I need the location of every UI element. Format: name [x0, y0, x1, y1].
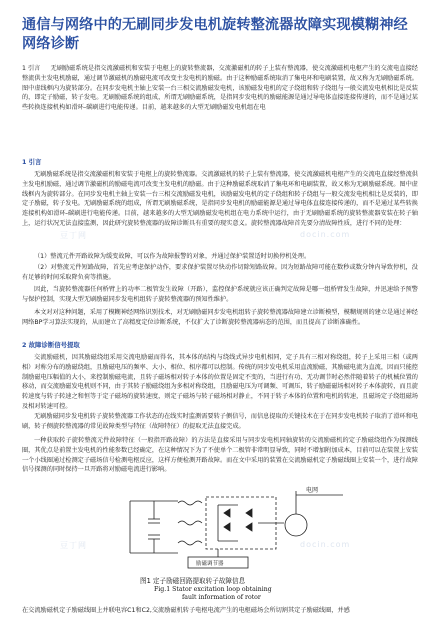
section2-paragraph-2: 无刷励磁同步发电机转子旋转整流器工作状态的在线实时监测需要转子侧信号，而信息提取的关键技术在于在同步发电机转子取消了滑环和电刷，转子侧旋转整流器的常见故障类型与特征（故障特征）的提取无法直接完成。 [22, 413, 418, 430]
intro-paragraph [22, 64, 418, 113]
figure-caption-en-2: fault information of rotor [182, 594, 261, 601]
watermark: 豆丁网 [60, 231, 87, 240]
watermark: 豆丁网 [60, 541, 87, 550]
section1-paragraph-3: 本文对对这种问题，采用了模糊神经网络识别技术，对无刷励磁同步发电机组转子旋转整流器故障建立诊断模型，模糊规则的建立是通过神经网络BP学习算法实现的，从而建立了高精度定位诊断系统，不仅扩大了诊断旋转整流器病态的范围，而且提高了诊断准确性。 [22, 309, 418, 326]
regulator-label: 励磁调节器 [196, 561, 224, 567]
footer-paragraph: 在交流励磁机定子励磁线圈上并联电容C1和C2,交流励磁机转子电枢电流产生的电枢磁场会所切割其定子励磁线圈，并感 [22, 607, 350, 614]
section1-item-2: （2）对整流元件短路故障，首先应考虑保护动作，要求保护装置尽快动作切除短路故障。因为短路故障可能在数秒或数分钟内导致停机，没有足够的时间采取降负荷等措施。 [22, 264, 418, 281]
circuit-diagram [118, 483, 351, 571]
exciter-winding-3 [178, 541, 202, 545]
exciter-winding [178, 501, 202, 505]
section2-heading: 2 故障诊断信号提取 [22, 341, 80, 349]
diode-symbol [224, 509, 230, 531]
section1-paragraph-1: 无刷励磁系统是指交流激磁机和安装于电枢上的旋转整流器。交流激磁机的转子上装有整流器，使交流激磁机电枢产生的交流电直接经整流供主发电机励磁，通过调节激磁机的励磁电流可改变主发电机的励磁。由于这种励磁系统取消了集电环和电刷装置，故又称为无刷励磁系统。图中虚线框内为旋转部分。在同步发电机主轴上安装一台三相交流励磁发电机，该励磁发电机的定子绕组和转子绕组与一般交流发电机相比是反装的，即定子励磁，转子发电。无刷励磁系统的组成，所谓无刷励磁系统，是指同步发电机的励磁能源是通过导电体直接连接传递的，而不是通过某些转换连接机构如滑环-碳刷进行电能传递。目前，越来越多的大型无刷励磁发电机组在电力系统中运行，由于无刷励磁系统的旋转整流器安装在转子轴上，运行状况无法直接监测，因此研究旋转整流器的故障诊断具有重要的现实意义。旋转整流器故障首先要分清故障性质，进行不同的处理： [22, 171, 418, 227]
figure-caption-cn: 图1 定子励磁回路提取转子故障信息 [140, 577, 246, 585]
paper-title: 通信与网络中的无刷同步发电机旋转整流器故障实现模糊神经网络诊断 [22, 17, 408, 52]
diode-symbol-2 [246, 509, 252, 531]
main-generator-symbol [285, 514, 307, 536]
section2-paragraph-1: 交流励磁机，因其励磁绕组采用交流电励磁而得名，其本体的结构与绕线式异步电机相同，定子具有三相对称绕组，转子上采用三相（或两相）对称分布的励磁绕组，且励磁电压的频率、大小、相位、相序都可以控制。传统的同步发电机采用直流励磁，其励磁电流为直流，因而只能控制励磁电压幅值的大小，来控制励磁电流，且转子磁场相对转子本体的位置是固定不变的，当进行有功、无功调节时必然伴随着转子的机械位置的移动，而交流励磁发电机则不同，由于其转子励磁绕组为多相对称绕组，且励磁电压为可调频、可调压，转子励磁磁场相对转子本体旋转，而且旋转速度与转子转速之和恒等于定子磁场的旋转速度，则定子磁场与转子磁场相对静止，不同于转子本体的位置和电机的转速，且磁场定子绕组磁场及相对转速可控。 [22, 354, 418, 410]
watermark: docin.com [300, 230, 351, 239]
figure-caption-en-1: Fig.1 Stator excitation loop obtaining [154, 586, 272, 593]
watermark: docin.com [300, 540, 351, 549]
section1-heading: 1 引言 [22, 158, 42, 166]
exciter-winding-2 [178, 521, 202, 525]
grid-label: 电网 [306, 487, 319, 494]
intro-text: 无刷励磁系统是指交流激磁机和安装于电枢上的旋转整流器，交流激磁机的转子上装有整流器，使交流激磁机电枢产生的交流电直接经整流供主发电机励磁，通过调节激磁机的励磁电流可改变主发电机的励磁。由于这种励磁系统取消了集电环和电刷装置，故又称为无刷励磁系统。图中虚线框内为旋转部分。在同步发电机主轴上安装一台三相交流励磁发电机，该励磁发电机的定子绕组和转子绕组与一般交流发电机相比是反装的，即定子励磁，转子发电。无刷励磁系统的组成，所谓无刷励磁系统，是指同步发电机的励磁能源是通过导电体直接连接传递的，而不是通过某些转换连接机构如滑环-碳刷进行电能传递。目前，越来越多的大型无刷励磁发电机组在电 [22, 65, 418, 112]
section1-item-1: （1）整流元件开路故障为缓变故障，可以作为故障报警的对象，并通过保护装置适时切换停机处理。 [34, 253, 311, 260]
intro-heading: 1 引言 [22, 65, 41, 72]
section2-paragraph-3: 一种获取转子旋转整流元件故障特征（一般指开路故障）的方法是直接采用与同步发电机同轴旋转的交流励磁机的定子励磁绕组作为探测线圈，其优点是前置主发电机的性能参数已经确定，在这种情况下为了不使单个二极管非常明显导致，同时不增加附加成本，目前可以在装置上安装一个小线圈通过检测定子磁场信号检测电枢反应，这样方便检测开路故障。而在文中采用的装置在交流励磁机定子励磁线圈上安装一个，进行故障信号探测的同时保持一旦开路将对励磁电流进行影响。 [22, 437, 418, 474]
section1-paragraph-2: 因此，当旋转整流器任何桥臂上的功率二极管发生故障（开路），监控保护系统就应该正确判定故障是哪一组桥臂发生故障，并迅速给予预警与保护控制，实现大型无刷励磁同步发电机组转子旋转整流器的预知性维护。 [22, 286, 418, 303]
